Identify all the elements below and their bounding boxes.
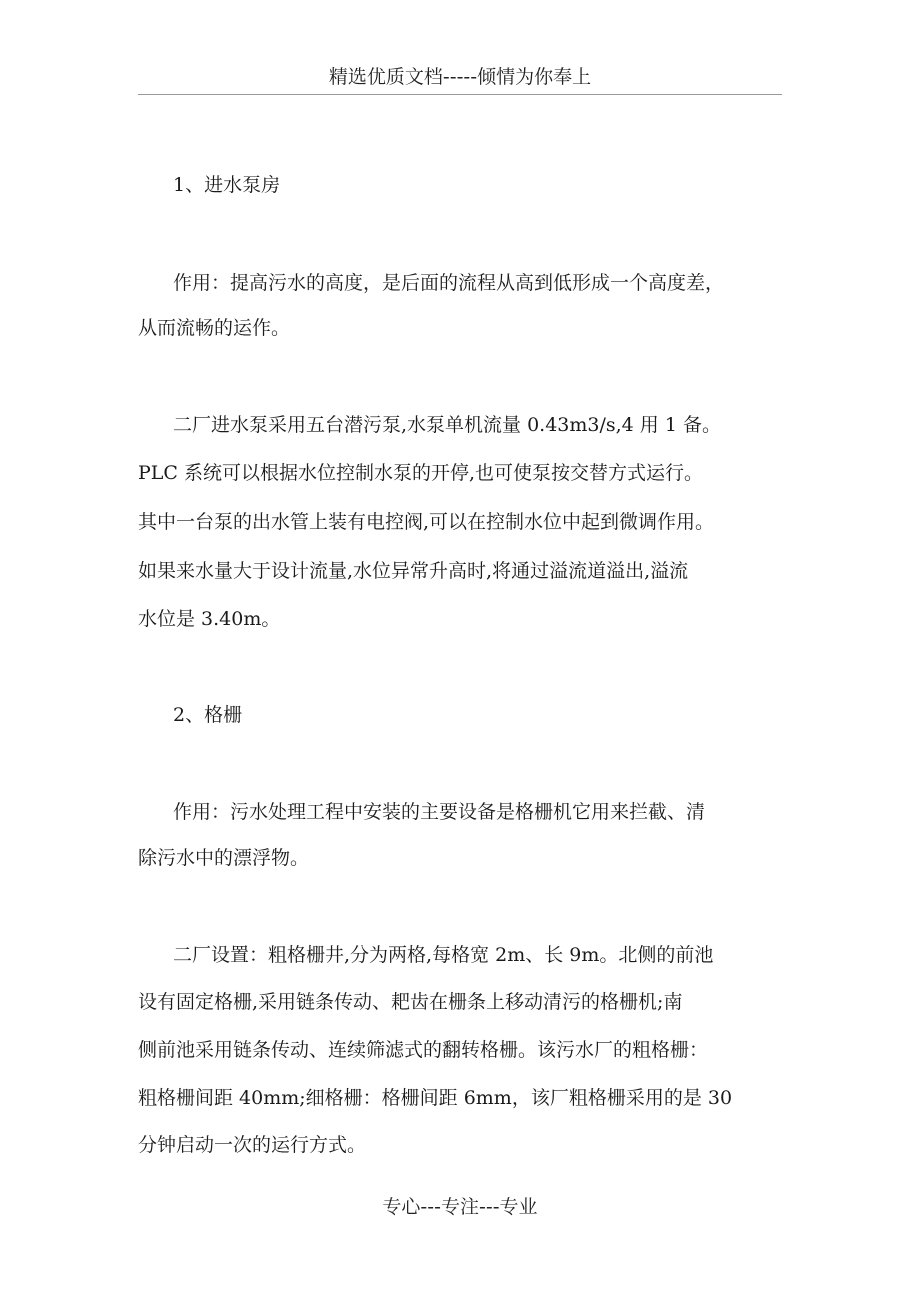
page-footer: 专心---专注---专业 <box>382 1196 538 1218</box>
section2-detail-line: 分钟启动一次的运行方式。 <box>138 1134 367 1156</box>
section1-detail-line: 如果来水量大于设计流量,水位异常升高时,将通过溢流道溢出,溢流 <box>138 560 689 582</box>
section1-detail-line: PLC 系统可以根据水位控制水泵的开停,也可使泵按交替方式运行。 <box>138 462 704 484</box>
section1-heading: 1、进水泵房 <box>173 174 281 196</box>
page-header: 精选优质文档-----倾情为你奉上 <box>328 66 592 88</box>
section1-detail-line: 水位是 3.40m。 <box>138 608 281 630</box>
section2-purpose-line: 除污水中的漂浮物。 <box>138 847 310 869</box>
section2-detail-line: 侧前池采用链条传动、连续筛滤式的翻转格栅。该污水厂的粗格栅： <box>138 1039 709 1061</box>
section2-purpose-line: 作用：污水处理工程中安装的主要设备是格栅机它用来拦截、清 <box>173 801 706 823</box>
section2-detail-line: 设有固定格栅,采用链条传动、耙齿在栅条上移动清污的格栅机;南 <box>138 991 683 1013</box>
section1-detail-line: 二厂进水泵采用五台潜污泵,水泵单机流量 0.43m3/s,4 用 1 备。 <box>173 414 721 436</box>
section1-detail-line: 其中一台泵的出水管上装有电控阀,可以在控制水位中起到微调作用。 <box>138 511 715 533</box>
section1-purpose-line: 作用：提高污水的高度，是后面的流程从高到低形成一个高度差， <box>173 272 725 294</box>
section2-detail-line: 粗格栅间距 40mm;细格栅：格栅间距 6mm，该厂粗格栅采用的是 30 <box>138 1087 733 1109</box>
section1-purpose-line: 从而流畅的运作。 <box>138 317 291 339</box>
section2-heading: 2、格栅 <box>173 704 243 726</box>
section2-detail-line: 二厂设置：粗格栅井,分为两格,每格宽 2m、长 9m。北侧的前池 <box>173 944 714 966</box>
header-divider <box>138 94 782 95</box>
